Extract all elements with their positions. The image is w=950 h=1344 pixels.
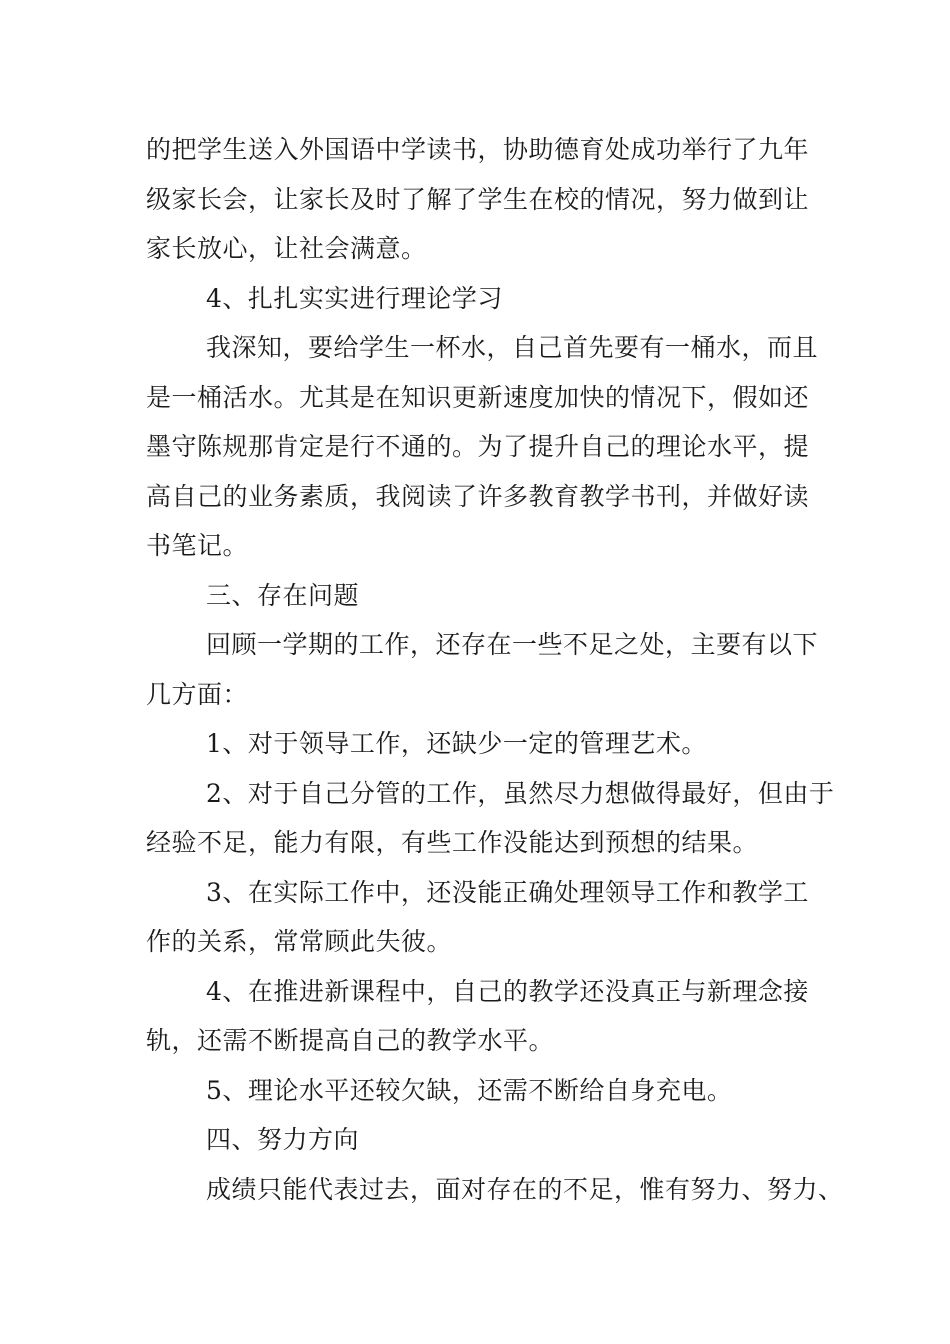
paragraph-p8	[146, 868, 808, 967]
text-line: 4、扎扎实实进行理论学习	[206, 283, 503, 313]
text-line: 轨，还需不断提高自己的教学水平。	[146, 1026, 555, 1055]
paragraph-p5	[146, 620, 819, 719]
text-line: 几方面：	[146, 679, 249, 709]
paragraph-p4	[146, 571, 808, 621]
text-line: 5、理论水平还较欠缺，还需不断给自身充电。	[206, 1075, 733, 1105]
paragraph-p7	[146, 769, 835, 868]
paragraph-p1	[146, 125, 808, 274]
text-line: 2、对于自己分管的工作，虽然尽力想做得最好，但由于	[206, 778, 835, 808]
document-body	[146, 125, 844, 1214]
text-line: 三、存在问题	[206, 580, 360, 610]
text-line: 家长放心，让社会满意。	[146, 234, 427, 263]
text-line: 回顾一学期的工作，还存在一些不足之处，主要有以下	[206, 630, 819, 659]
paragraph-p3	[146, 323, 819, 571]
text-line: 成绩只能代表过去，面对存在的不足，惟有努力、努力、	[206, 1174, 844, 1204]
text-line: 作的关系，常常顾此失彼。	[146, 927, 453, 956]
text-line: 的把学生送入外国语中学读书，协助德育处成功举行了九年	[146, 135, 810, 164]
text-line: 3、在实际工作中，还没能正确处理领导工作和教学工	[206, 877, 809, 907]
text-line: 我深知，要给学生一杯水，自己首先要有一桶水，而且	[206, 333, 819, 362]
text-line: 是一桶活水。尤其是在知识更新速度加快的情况下，假如还	[146, 382, 810, 412]
paragraph-p10	[146, 1066, 808, 1116]
paragraph-p11	[146, 1115, 808, 1165]
text-line: 4、在推进新课程中，自己的教学还没真正与新理念接	[206, 976, 809, 1006]
text-line: 1、对于领导工作，还缺少一定的管理艺术。	[206, 729, 707, 758]
text-line: 四、努力方向	[206, 1125, 360, 1154]
text-line: 经验不足，能力有限，有些工作没能达到预想的结果。	[146, 828, 759, 857]
paragraph-p12	[146, 1165, 844, 1215]
paragraph-p2	[146, 274, 808, 324]
text-line: 书笔记。	[146, 531, 249, 560]
text-line: 墨守陈规那肯定是行不通的。为了提升自己的理论水平，提	[146, 432, 810, 461]
text-line: 高自己的业务素质，我阅读了许多教育教学书刊，并做好读	[146, 481, 810, 511]
paragraph-p9	[146, 967, 808, 1066]
text-line: 级家长会，让家长及时了解了学生在校的情况，努力做到让	[146, 184, 810, 214]
paragraph-p6	[146, 719, 808, 769]
